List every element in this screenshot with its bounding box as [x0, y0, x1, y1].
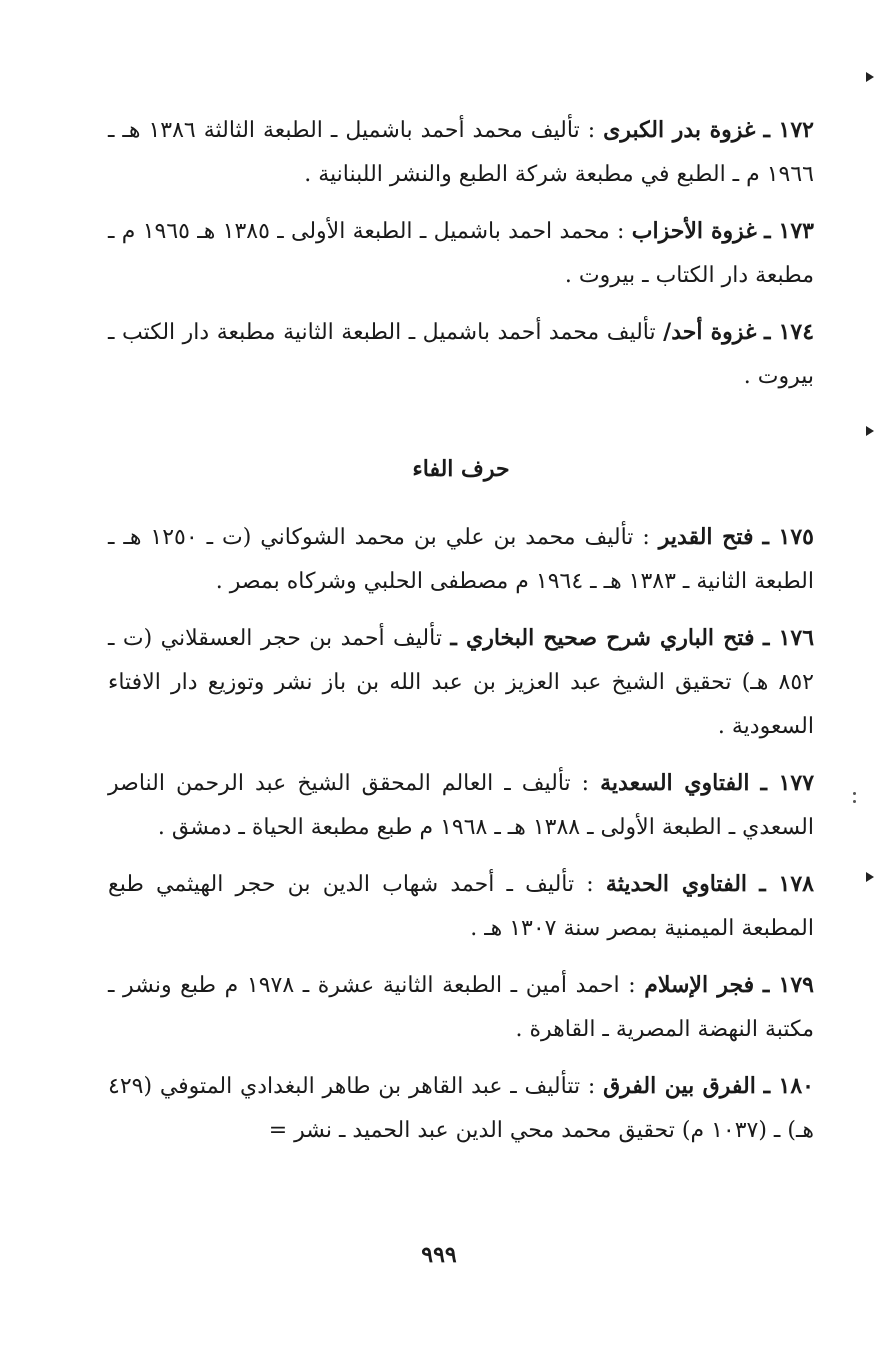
- entry-body: : تأليف ـ أحمد شهاب الدين بن حجر الهيثمي طبع المطبعة الميمنية بمصر سنة ١٣٠٧ هـ .: [108, 872, 814, 941]
- section-heading: حرف الفاء: [412, 456, 510, 482]
- entry-title: الفرق بين الفرق: [603, 1073, 756, 1099]
- entry-number: ١٨٠ ـ: [763, 1073, 814, 1099]
- entry-body: : تأليف محمد أحمد باشميل ـ الطبعة الثالثة ١٣٨٦ هـ ـ ١٩٦٦ م ـ الطبع في مطبعة شركة الطبع والنشر اللبنانية .: [108, 118, 814, 187]
- entry-body: : تأليف محمد بن علي بن محمد الشوكاني (ت ـ ١٢٥٠ هـ ـ الطبعة الثانية ـ ١٣٨٣ هـ ـ ١٩٦٤ م مصطفى الحلبي وشركاه بمصر .: [108, 525, 814, 594]
- entry-body: : تتأليف ـ عبد القاهر بن طاهر البغدادي المتوفي (٤٢٩ هـ) ـ (١٠٣٧ م) تحقيق محمد محي الدين عبد الحميد ـ نشر =: [108, 1074, 814, 1143]
- entry-body: تأليف محمد أحمد باشميل ـ الطبعة الثانية مطبعة دار الكتب ـ بيروت .: [108, 320, 814, 389]
- margin-dot: [853, 800, 856, 803]
- bibliography-entry: [108, 108, 814, 197]
- margin-arrow-low: [866, 872, 874, 882]
- page-body: [108, 108, 814, 1165]
- entry-number: ١٧٤ ـ: [763, 319, 815, 345]
- bibliography-entry: [108, 1064, 814, 1153]
- entry-number: ١٧٩ ـ: [762, 972, 814, 998]
- bibliography-entry: [108, 209, 814, 298]
- bibliography-entry: [108, 310, 814, 399]
- entry-number: ١٧٢ ـ: [763, 117, 814, 143]
- entry-title: غزوة الأحزاب: [631, 218, 757, 244]
- bibliography-entry: [108, 515, 814, 604]
- margin-arrow-top: [866, 72, 874, 82]
- entry-title: فتح الباري شرح صحيح البخاري ـ: [450, 625, 755, 651]
- entry-title: فتح القدير: [658, 524, 754, 550]
- entry-number: ١٧٥ ـ: [762, 524, 814, 550]
- entry-title: غزوة بدر الكبرى: [603, 117, 756, 143]
- entry-title: غزوة أحد/: [663, 319, 757, 345]
- margin-arrow-mid: [866, 426, 874, 436]
- bibliography-entry: [108, 761, 814, 850]
- entry-body: : محمد احمد باشميل ـ الطبعة الأولى ـ ١٣٨٥ هـ ١٩٦٥ م ـ مطبعة دار الكتاب ـ بيروت .: [108, 219, 814, 288]
- bibliography-entry: [108, 963, 814, 1052]
- entry-number: ١٧٣ ـ: [764, 218, 814, 244]
- entry-body: : احمد أمين ـ الطبعة الثانية عشرة ـ ١٩٧٨ م طبع ونشر ـ مكتبة النهضة المصرية ـ القاهرة .: [108, 973, 814, 1042]
- entry-body: تأليف أحمد بن حجر العسقلاني (ت ـ ٨٥٢ هـ) تحقيق الشيخ عبد العزيز بن عبد الله بن باز نشر وتوزيع دار الافتاء السعودية .: [108, 626, 814, 739]
- entry-title: الفتاوي الحديثة: [605, 871, 748, 897]
- entry-body: : تأليف ـ العالم المحقق الشيخ عبد الرحمن الناصر السعدي ـ الطبعة الأولى ـ ١٣٨٨ هـ ـ ١٩٦٨ م طبع مطبعة الحياة ـ دمشق .: [108, 771, 814, 840]
- entry-title: الفتاوي السعدية: [600, 770, 750, 796]
- bibliography-entry: [108, 862, 814, 951]
- bibliography-entry: [108, 616, 814, 749]
- margin-dot: [853, 792, 856, 795]
- entry-number: ١٧٦ ـ: [762, 625, 815, 651]
- entry-title: فجر الإسلام: [644, 972, 755, 998]
- entry-number: ١٧٨ ـ: [759, 871, 814, 897]
- entry-number: ١٧٧ ـ: [760, 770, 815, 796]
- page-number: ٩٩٩: [421, 1242, 457, 1268]
